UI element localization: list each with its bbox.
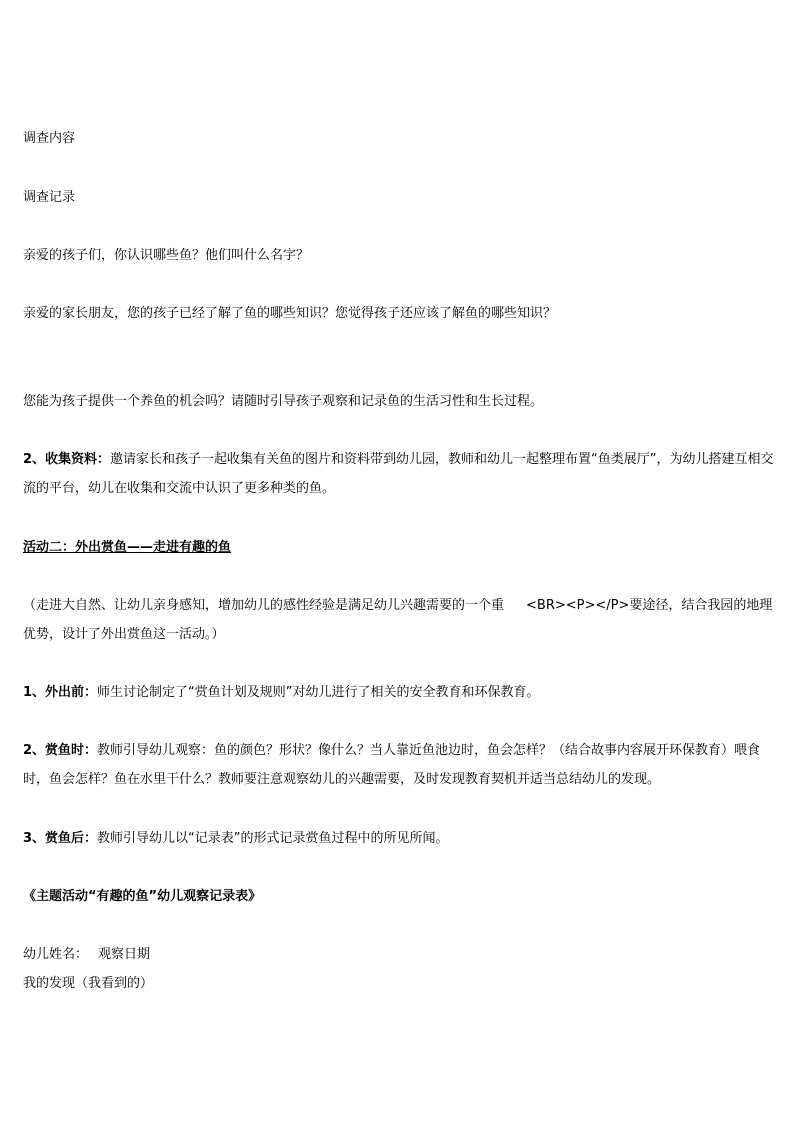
activity-two-intro-text-a: （走进大自然、让幼儿亲身感知，增加幼儿的感性经验是满足幼儿兴趣需要的一个重	[23, 598, 505, 613]
record-sheet-title: 《主题活动“有趣的鱼”幼儿观察记录表》	[23, 889, 262, 904]
step-during-text: 教师引导幼儿观察：鱼的颜色？形状？像什么？当人靠近鱼池边时，鱼会怎样？（结合故事内容展开环保教育）喂食时，鱼会怎样？鱼在水里干什么？教师要注意观察幼儿的兴趣需要，及时发现教育契机并适当总结幼儿的发现。	[23, 743, 761, 787]
step-after-paragraph	[23, 824, 775, 853]
step-after-label: 3、赏鱼后：	[23, 831, 98, 846]
step-before-label: 1、外出前：	[23, 685, 98, 700]
collect-materials-paragraph	[23, 445, 775, 503]
step-before-text: 师生讨论制定了“赏鱼计划及规则”对幼儿进行了相关的安全教育和环保教育。	[97, 685, 540, 700]
step-before-paragraph	[23, 678, 775, 707]
step-after-text: 教师引导幼儿以“记录表”的形式记录赏鱼过程中的所见所闻。	[97, 831, 449, 846]
step-during-label: 2、赏鱼时：	[23, 743, 98, 758]
collect-materials-text: 邀请家长和孩子一起收集有关鱼的图片和资料带到幼儿园，教师和幼儿一起整理布置“鱼类展厅”，为幼儿搭建互相交流的平台，幼儿在收集和交流中认识了更多种类的鱼。	[23, 452, 774, 496]
activity-two-intro	[23, 591, 775, 649]
question-fish-raising: 您能为孩子提供一个养鱼的机会吗？请随时引导孩子观察和记录鱼的生活习性和生长过程。	[23, 394, 544, 409]
question-parents: 亲爱的家长朋友，您的孩子已经了解了鱼的哪些知识？您觉得孩子还应该了解鱼的哪些知识？	[23, 306, 557, 321]
my-discovery-label: 我的发现（我看到的）	[23, 976, 154, 991]
activity-two-intro-tag: <BR><P></P>	[526, 598, 630, 613]
activity-two-heading: 活动二：外出赏鱼——走进有趣的鱼	[23, 540, 232, 555]
question-children: 亲爱的孩子们，你认识哪些鱼？他们叫什么名字？	[23, 248, 310, 263]
activity-two-intro-text-b: 要途径，结合我园的地理优势，设计了外出赏鱼这一活动。）	[23, 598, 773, 642]
record-name-date-row	[23, 940, 775, 969]
step-during-paragraph	[23, 736, 775, 794]
survey-content-label: 调查内容	[23, 131, 76, 146]
survey-record-label: 调查记录	[23, 190, 76, 205]
collect-materials-label: 2、收集资料：	[23, 452, 111, 467]
child-name-label: 幼儿姓名：	[23, 947, 89, 962]
observation-date-label: 观察日期	[98, 947, 151, 962]
